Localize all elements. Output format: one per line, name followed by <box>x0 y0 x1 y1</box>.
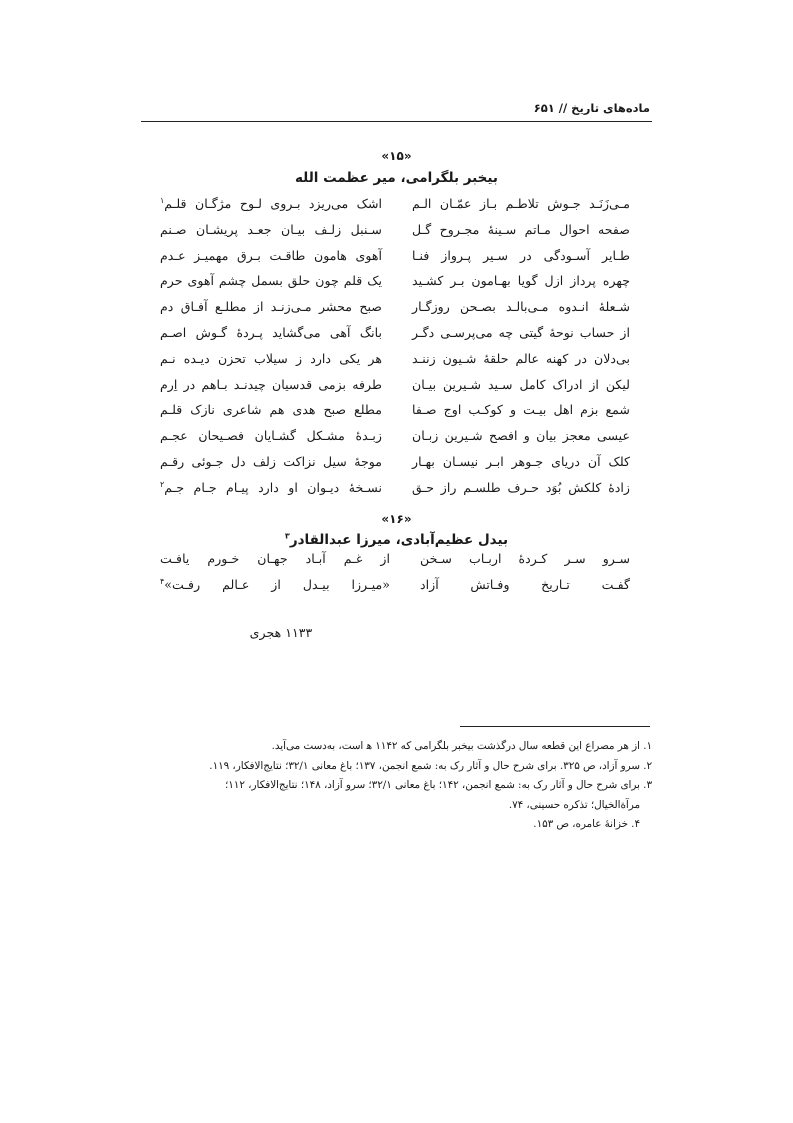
footnotes <box>141 737 652 835</box>
hemistich-left: هر یکی دارد ز سیلاب تحزن دیـده نـم <box>160 350 382 366</box>
couplet <box>160 372 630 398</box>
hemistich-left-text: اشک می‌ریزد بـروی لـوح مژگـان قلـم <box>164 196 382 211</box>
hemistich-right: شـعلهٔ انـدوه مـی‌بالـد بصـحن روزگـار <box>412 299 630 315</box>
couplet <box>160 294 630 320</box>
hemistich-left: زبـدهٔ مشـکل گشـایان فصـیحان عجـم <box>160 428 382 444</box>
hemistich-left: از غـم آبـاد جهـان خـورم یافـت <box>160 551 390 566</box>
footnote-ref: ۱ <box>160 195 165 205</box>
hemistich-left <box>160 475 382 501</box>
couplet <box>160 346 630 372</box>
couplet <box>160 191 630 217</box>
hemistich-left: مطلع صبح هدی هم شاعری نازک قلـم <box>160 402 382 418</box>
hemistich-left: موجهٔ سیل نزاکت زلف دل جـوئی رقـم <box>160 453 382 469</box>
hemistich-left-text: «میـرزا بیـدل از عـالم رفـت» <box>164 576 390 592</box>
hemistich-left-text: نسـخهٔ دیـوان او دارد پیـام جـام جـم <box>164 479 382 495</box>
header-rule <box>141 121 652 122</box>
couplet <box>160 572 630 598</box>
hemistich-left <box>160 191 382 217</box>
hemistich-right: بی‌دلان در کهنه عالم حلقهٔ شـیون زننـد <box>412 350 630 366</box>
poem-section-16 <box>160 546 630 598</box>
hemistich-right: گفـت تـاریخ وفـاتش آزاد <box>420 576 630 592</box>
footnote-3-continued: مرآةالخیال؛ تذکره حسینی، ۷۴. <box>508 798 640 811</box>
hemistich-right: مـی‌زَنَـد جـوش تلاطـم بـاز عمّـان الـم <box>412 196 630 211</box>
running-header: ماده‌های تاریخ // ۶۵۱ <box>533 101 650 115</box>
hemistich-right: چهره پرداز ازل گویا بهـامون بـر کشـید <box>412 273 630 289</box>
hemistich-right: از حساب نوحهٔ گیتی چه می‌پرسـی دگـر <box>412 324 630 340</box>
footnote-ref: ۲ <box>160 479 165 489</box>
section-title-15: بیخبر بلگرامی، میر عظمت الله <box>295 170 498 186</box>
couplet <box>160 449 630 475</box>
couplet <box>160 217 630 243</box>
hemistich-left: بانگ آهی می‌گشاید پـردهٔ گـوش اصـم <box>160 324 382 340</box>
hemistich-right: صفحه احوال مـاتم سـینهٔ مجـروح گـل <box>412 221 630 237</box>
hemistich-right: زادهٔ کلکش بُوَد حـرف طلسـم راز حـق <box>412 479 630 495</box>
hemistich-left <box>160 572 390 598</box>
footnote-ref: ۴ <box>160 576 165 586</box>
couplet <box>160 268 630 294</box>
section-title-16-text: بیدل عظیم‌آبادی، میرزا عبدالقادر <box>289 532 509 548</box>
section-number-15: «۱۵» <box>381 149 412 163</box>
hemistich-left: سـنبل زلـف بیـان جعـد پریشـان صـنم <box>160 221 382 237</box>
couplet <box>160 475 630 501</box>
hemistich-right: شمع بزم اهل بیـت و کوکـب اوج صـفا <box>412 402 630 418</box>
hemistich-left: یک قلم چون حلق بسمل چشم آهوی حرم <box>160 273 382 289</box>
hemistich-right: سـرو سـر کـردهٔ اربـاب سـخن <box>420 551 630 566</box>
couplet <box>160 397 630 423</box>
hemistich-right: عیسی معجز بیان و افصح شـیرین زبـان <box>412 428 630 444</box>
hemistich-left: صبح محشر مـی‌زنـد از مطلـع آفـاق دم <box>160 299 382 315</box>
section-number-16: «۱۶» <box>381 512 412 526</box>
footnote-3: ۳. برای شرح حال و آثار رک به: شمع انجمن، ۱۴۲؛ باغ معانی ۳۲/۱؛ سرو آزاد، ۱۴۸؛ نتایج‌الافکار، ۱۱۲؛ <box>225 779 652 791</box>
poem-section-15 <box>160 191 630 501</box>
hijri-year: ۱۱۳۳ هجری <box>249 625 313 640</box>
footnote-rule <box>460 726 650 727</box>
footnote-1: ۱. از هر مصراع این قطعه سال درگذشت بیخبر بلگرامی که ۱۱۴۲ ﻫ است، به‌دست می‌آید. <box>271 740 652 752</box>
couplet <box>160 320 630 346</box>
hemistich-left: طرفه بزمی قدسیان چیدنـد بـاهم در اِرم <box>160 376 382 392</box>
hemistich-right: لیکن از ادراک کامل سـید شـیرین بیـان <box>412 376 630 392</box>
footnote-4: ۴. خزانهٔ عامره، ص ۱۵۳. <box>533 818 640 830</box>
footnote-2: ۲. سرو آزاد، ص ۳۲۵. برای شرح حال و آثار رک به: شمع انجمن، ۱۳۷؛ باغ معانی ۳۲/۱؛ نتایج‌الافکار، ۱۱۹. <box>209 759 652 772</box>
hemistich-right: طـایر آسـودگی در سـیر پـرواز فنـا <box>412 247 630 263</box>
footnote-ref: ۳ <box>284 531 290 541</box>
couplet <box>160 243 630 269</box>
hemistich-left: آهوی هامون طاقـت بـرق مهمیـز عـدم <box>160 247 382 263</box>
couplet <box>160 423 630 449</box>
couplet <box>160 546 630 572</box>
hemistich-right: کلک آن دریای جـوهر ابـر نیسـان بهـار <box>412 453 630 469</box>
